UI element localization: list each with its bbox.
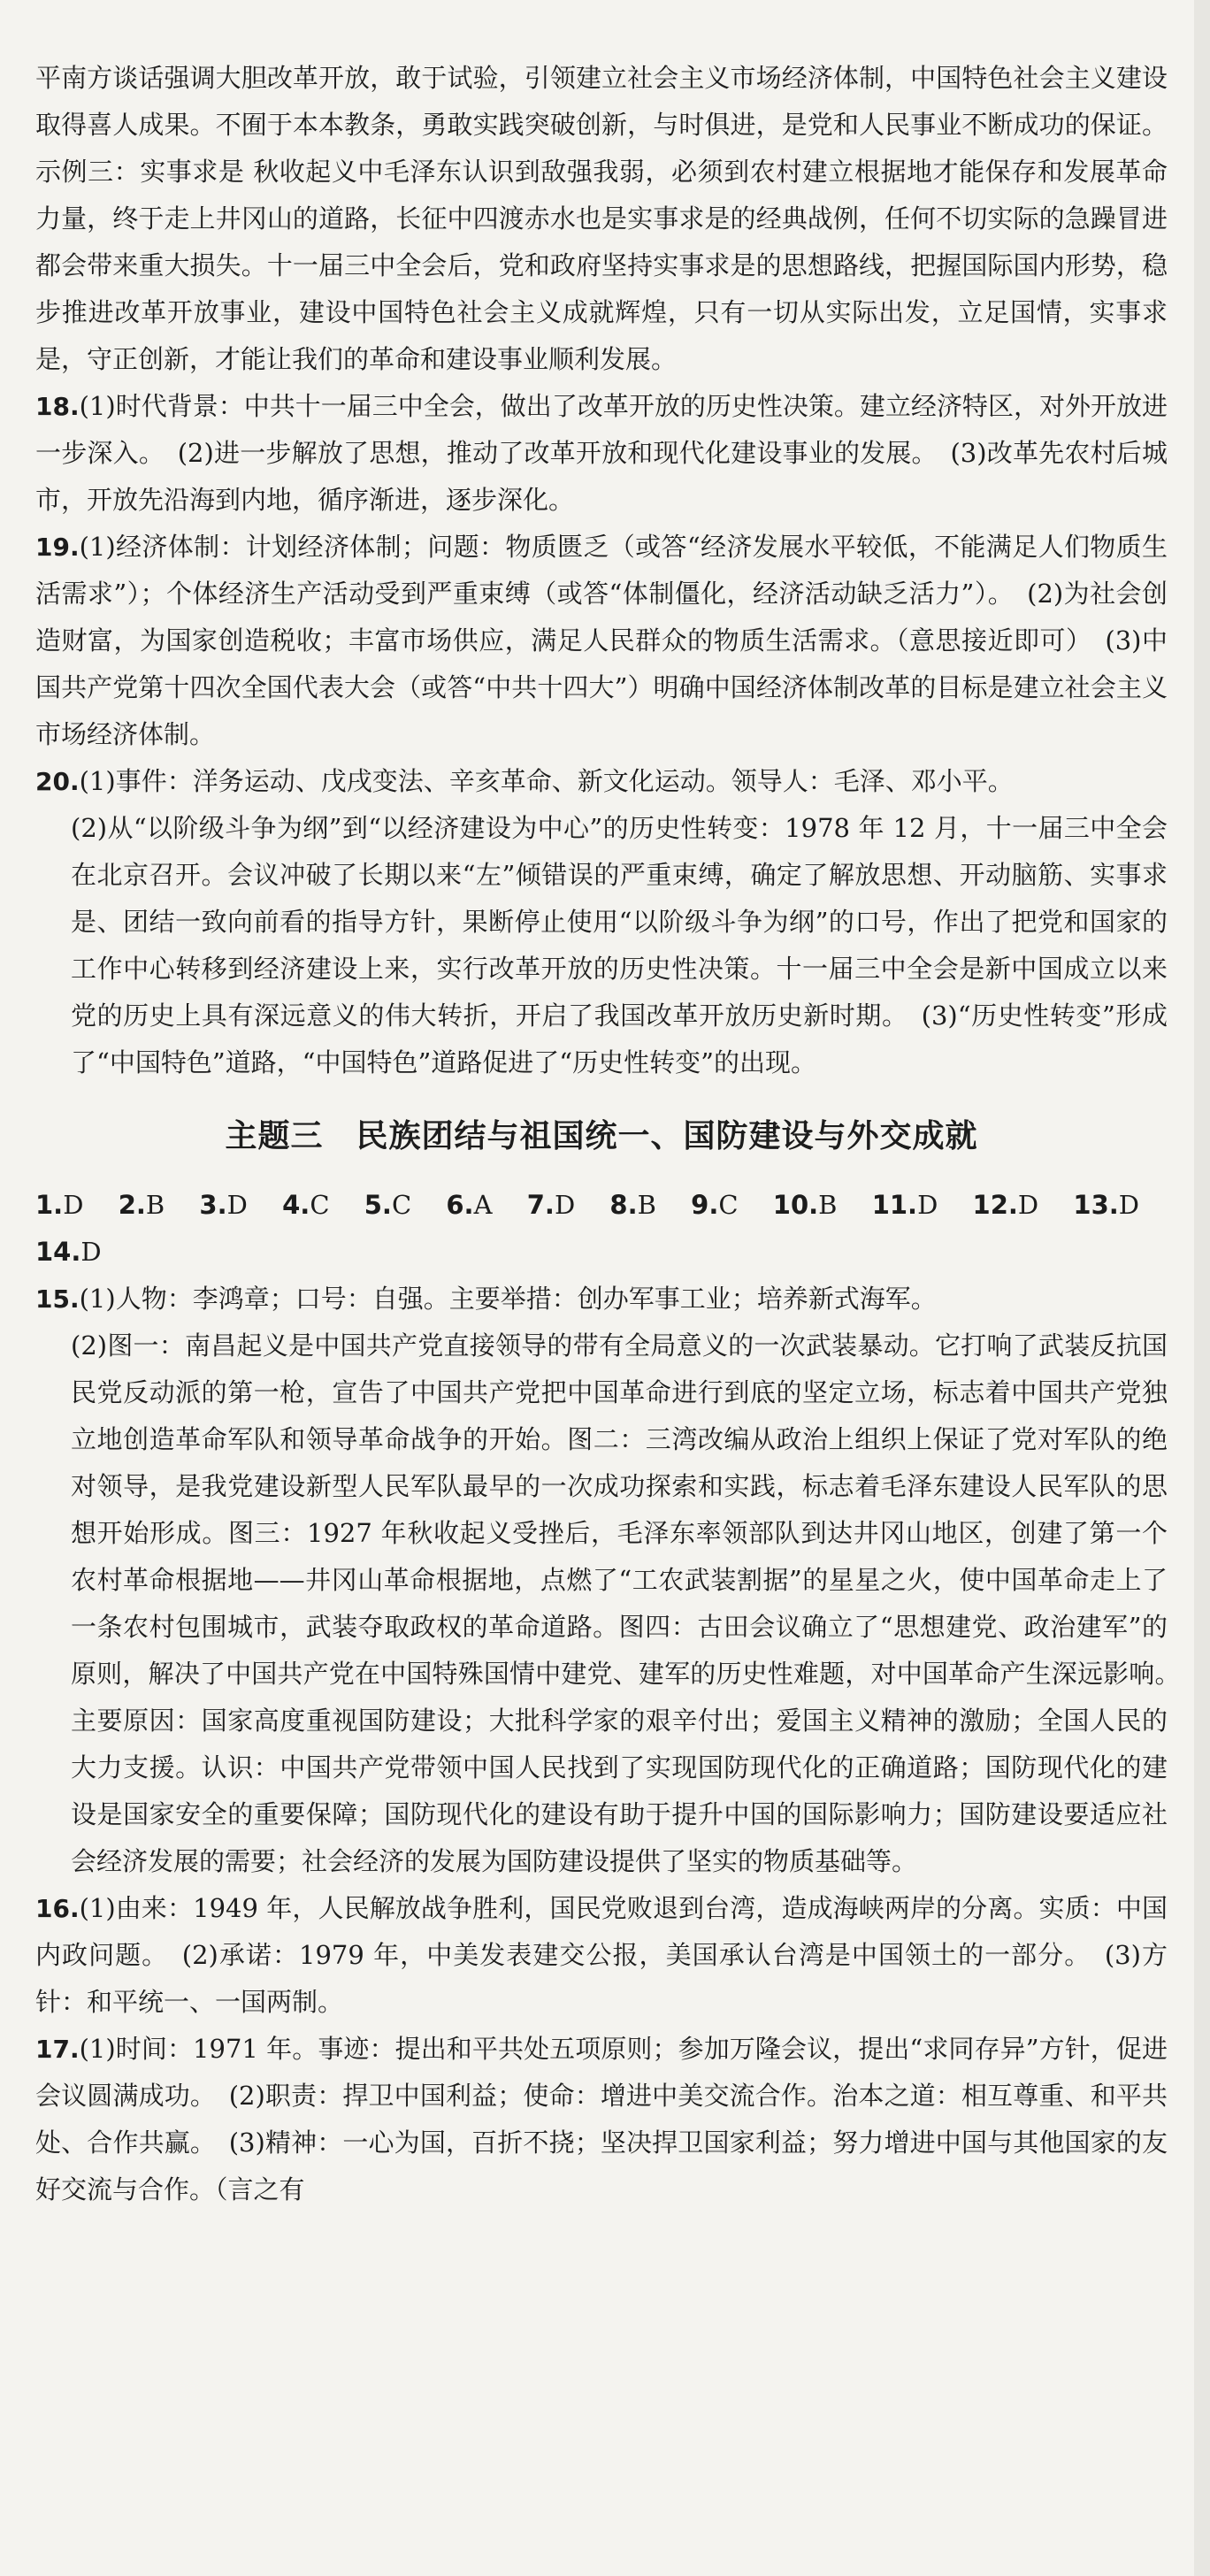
choice-answer: 3.D: [199, 1190, 248, 1220]
choice-answer: 13.D: [1073, 1190, 1140, 1220]
answer-text-part1: (1)事件：洋务运动、戊戌变法、辛亥革命、新文化运动。领导人：毛泽、邓小平。: [79, 766, 1014, 796]
question-15: [35, 1276, 1194, 1885]
answer-text: (1)时代背景：中共十一届三中全会，做出了改革开放的历史性决策。建立经济特区，对外开放进一步深入。 (2)进一步解放了思想，推动了改革开放和现代化建设事业的发展。 (3)改革先农村后城市，开放先沿海到内地，循序渐进，逐步深化。: [35, 391, 1168, 515]
answer-text: (1)由来：1949 年，人民解放战争胜利，国民党败退到台湾，造成海峡两岸的分离。实质：中国内政问题。 (2)承诺：1979 年，中美发表建交公报，美国承认台湾是中国领土的一部分。 (3)方针：和平统一、一国两制。: [35, 1893, 1168, 2017]
choice-answer: 14.D: [35, 1237, 102, 1267]
choice-answer: 7.D: [526, 1190, 576, 1220]
choice-answer: 5.C: [364, 1190, 412, 1220]
question-number: 15.: [35, 1284, 80, 1314]
answer-text-part2: (2)图一：南昌起义是中国共产党直接领导的带有全局意义的一次武装暴动。它打响了武装反抗国民党反动派的第一枪，宣告了中国共产党把中国革命进行到底的坚定立场，标志着中国共产党独立地创造革命军队和领导革命战争的开始。图二：三湾改编从政治上组织上保证了党对军队的绝对领导，是我党建设新型人民军队最早的一次成功探索和实践，标志着毛泽东建设人民军队的思想开始形成。图三：1927 年秋收起义受挫后，毛泽东率领部队到达井冈山地区，创建了第一个农村革命根据地——井冈山革命根据地，点燃了“工农武装割据”的星星之火，使中国革命走上了一条农村包围城市，武装夺取政权的革命道路。图四：古田会议确立了“思想建党、政治建军”的原则，解决了中国共产党在中国特殊国情中建党、建军的历史性难题，对中国革命产生深远影响。 主要原因：国家高度重视国防建设；大批科学家的艰辛付出；爱国主义精神的激励；全国人民的大力支援。认识：中国共产党带领中国人民找到了实现国防现代化的正确道路；国防现代化的建设是国家安全的重要保障；国防现代化的建设有助于提升中国的国际影响力；国防建设要适应社会经济发展的需要；社会经济的发展为国防建设提供了坚实的物质基础等。: [71, 1330, 1194, 1876]
question-17: [35, 2026, 1168, 2213]
choice-answer: 8.B: [609, 1190, 656, 1220]
section-title: 主题三 民族团结与祖国统一、国防建设与外交成就: [225, 1118, 978, 1154]
answer-page: [35, 55, 1194, 2213]
choice-answer: 2.B: [118, 1190, 165, 1220]
answer-text-part2: (2)从“以阶级斗争为纲”到“以经济建设为中心”的历史性转变：1978 年 12 月，十一届三中全会在北京召开。会议冲破了长期以来“左”倾错误的严重束缚，确定了解放思想、开动脑筋、实事求是、团结一致向前看的指导方针，果断停止使用“以阶级斗争为纲”的口号，作出了把党和国家的工作中心转移到经济建设上来，实行改革开放的历史性决策。十一届三中全会是新中国成立以来党的历史上具有深远意义的伟大转折，开启了我国改革开放历史新时期。 (3)“历史性转变”形成了“中国特色”道路，“中国特色”道路促进了“历史性转变”的出现。: [71, 813, 1168, 1077]
question-19: [35, 524, 1168, 758]
question-20: [35, 758, 1168, 1086]
page-edge-shadow: [1194, 0, 1210, 2576]
answer-text: (1)经济体制：计划经济体制；问题：物质匮乏（或答“经济发展水平较低，不能满足人们物质生活需求”）；个体经济生产活动受到严重束缚（或答“体制僵化，经济活动缺乏活力”）。 (2)为社会创造财富，为国家创造税收；丰富市场供应，满足人民群众的物质生活需求。（意思接近即可） (3)中国共产党第十四次全国代表大会（或答“中共十四大”）明确中国经济体制改革的目标是建立社会主义市场经济体制。: [35, 532, 1168, 749]
answer-text-part1: (1)人物：李鸿章；口号：自强。主要举措：创办军事工业；培养新式海军。: [79, 1284, 937, 1314]
choice-answer: 4.C: [282, 1190, 330, 1220]
answer-text: (1)时间：1971 年。事迹：提出和平共处五项原则；参加万隆会议，提出“求同存异”方针，促进会议圆满成功。 (2)职责：捍卫中国利益；使命：增进中美交流合作。治本之道：相互尊重、和平共处、合作共赢。 (3)精神：一心为国，百折不挠；坚决捍卫国家利益；努力增进中国与其他国家的友好交流与合作。（言之有: [35, 2034, 1168, 2204]
intro-paragraph: 平南方谈话强调大胆改革开放，敢于试验，引领建立社会主义市场经济体制，中国特色社会主义建设取得喜人成果。不囿于本本教条，勇敢实践突破创新，与时俱进，是党和人民事业不断成功的保证。示例三：实事求是 秋收起义中毛泽东认识到敌强我弱，必须到农村建立根据地才能保存和发展革命力量，终于走上井冈山的道路，长征中四渡赤水也是实事求是的经典战例，任何不切实际的急躁冒进都会带来重大损失。十一届三中全会后，党和政府坚持实事求是的思想路线，把握国际国内形势，稳步推进改革开放事业，建设中国特色社会主义成就辉煌，只有一切从实际出发，立足国情，实事求是，守正创新，才能让我们的革命和建设事业顺利发展。: [35, 63, 1168, 374]
choice-answer: 10.B: [772, 1190, 838, 1220]
choice-answer: 9.C: [691, 1190, 739, 1220]
choice-answers: [35, 1182, 1168, 1276]
choice-answer: 6.A: [446, 1190, 493, 1220]
question-18: [35, 383, 1168, 524]
question-number: 20.: [35, 767, 80, 796]
choice-answer: 12.D: [972, 1190, 1039, 1220]
choice-answer: 1.D: [35, 1190, 84, 1220]
question-number: 18.: [35, 392, 80, 421]
question-number: 16.: [35, 1894, 80, 1923]
choice-answer: 11.D: [871, 1190, 938, 1220]
question-number: 19.: [35, 533, 80, 562]
question-16: [35, 1885, 1168, 2026]
question-number: 17.: [35, 2035, 80, 2064]
